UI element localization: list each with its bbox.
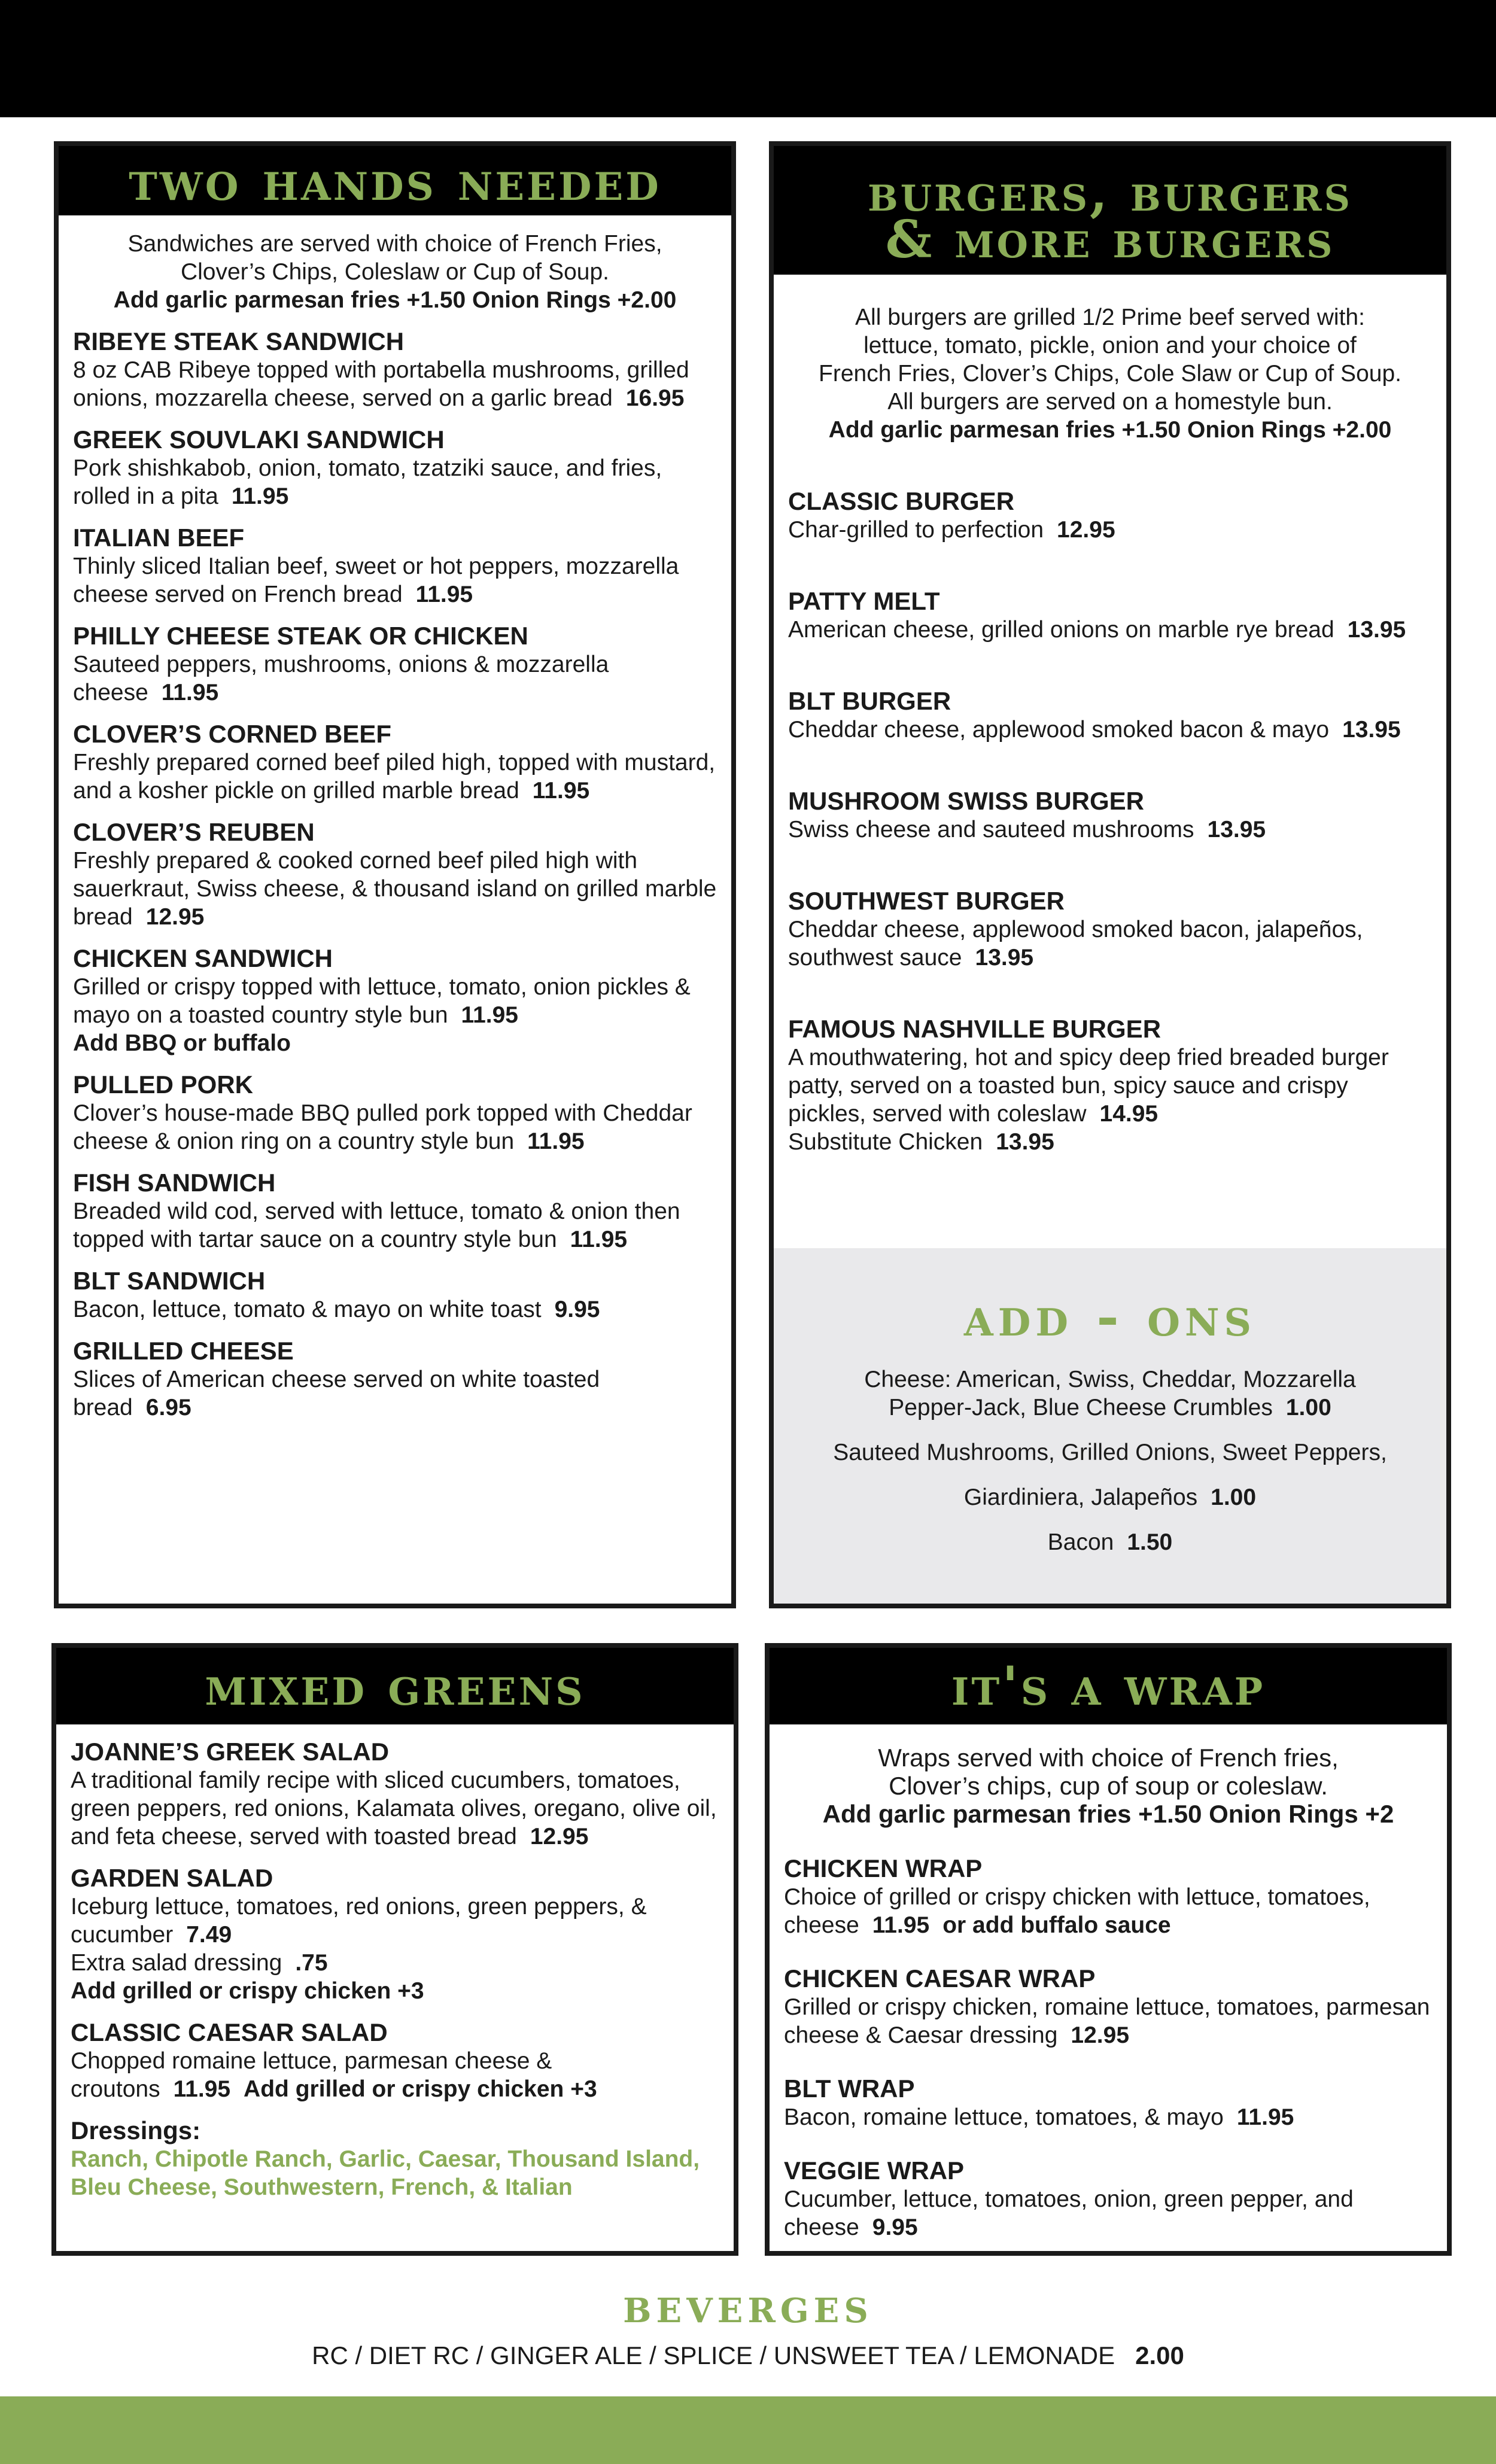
item-name: CLASSIC CAESAR SALAD (71, 2018, 388, 2046)
item-description-text: Pork shishkabob, onion, tomato, tzatziki sauce, and fries, rolled in a pita (73, 455, 662, 509)
item-description-text: A mouthwatering, hot and spicy deep fried breaded burger patty, served on a toasted bun, spicy sauce and crispy pickles, served with coleslaw (788, 1045, 1389, 1127)
item-description-text: Sauteed peppers, mushrooms, onions & mozzarella cheese (73, 652, 609, 705)
burgers-title-line-1: burgers, burgers (867, 163, 1352, 223)
item-substitute (788, 1128, 1432, 1156)
menu-item (784, 2074, 1433, 2131)
sandwiches-intro-line: Sandwiches are served with choice of French Fries, (127, 231, 662, 257)
item-dressing-text: Extra salad dressing (71, 1950, 282, 1976)
item-description-text: Bacon, lettuce, tomato & mayo on white toast (73, 1297, 542, 1322)
item-description-text: A traditional family recipe with sliced cucumbers, tomatoes, green peppers, red onions, Kalamata olives, oregano, olive oil, and feta cheese, served with toasted bread (71, 1768, 717, 1849)
item-extra: Add grilled or crispy chicken +3 (71, 1978, 424, 2004)
item-description-text: American cheese, grilled onions on marble rye bread (788, 617, 1334, 643)
addons-text: Bacon (1047, 1529, 1114, 1555)
item-description-text: Iceburg lettuce, tomatoes, red onions, green peppers, & cucumber (71, 1894, 647, 1948)
menu-item (71, 2018, 719, 2103)
item-description (73, 1197, 717, 1254)
beverages-list: RC / DIET RC / GINGER ALE / SPLICE / UNSWEET TEA / LEMONADE (312, 2341, 1115, 2369)
menu-item (73, 1267, 717, 1324)
item-description (73, 650, 717, 707)
menu-item (784, 2156, 1433, 2241)
item-price: 6.95 (145, 1395, 191, 1420)
item-description-text: Cucumber, lettuce, tomatoes, onion, green pepper, and cheese (784, 2186, 1354, 2240)
addons-line (774, 1528, 1446, 1556)
item-name: CHICKEN WRAP (784, 1854, 983, 1882)
item-price: 12.95 (1071, 2022, 1130, 2048)
item-price: 11.95 (872, 1912, 930, 1938)
item-dressing-price: .75 (295, 1950, 328, 1976)
item-price: 12.95 (530, 1824, 589, 1849)
item-description (784, 1993, 1433, 2049)
menu-item (73, 720, 717, 805)
item-description-text: Cheddar cheese, applewood smoked bacon & mayo (788, 717, 1330, 743)
menu-item (73, 622, 717, 707)
menu-item (788, 687, 1432, 744)
item-description (788, 516, 1432, 544)
sandwiches-list (73, 327, 717, 1422)
item-description (788, 915, 1432, 972)
item-name: PHILLY CHEESE STEAK OR CHICKEN (73, 622, 528, 650)
item-description-text: Cheddar cheese, applewood smoked bacon, jalapeños, southwest sauce (788, 917, 1363, 971)
item-price: 13.95 (1342, 717, 1401, 743)
item-price: 11.95 (415, 582, 473, 607)
burgers-panel (769, 141, 1451, 1608)
sandwiches-intro-addons: Add garlic parmesan fries +1.50 Onion Rings +2.00 (113, 287, 677, 313)
menu-item (788, 787, 1432, 844)
bottom-green-bar (0, 2396, 1496, 2464)
item-extra: Add grilled or crispy chicken +3 (244, 2076, 597, 2102)
item-name: VEGGIE WRAP (784, 2156, 965, 2185)
beverages-line (0, 2341, 1496, 2371)
menu-item (788, 887, 1432, 972)
item-description (73, 1099, 717, 1155)
addons-price: 1.00 (1211, 1485, 1257, 1510)
item-description (73, 552, 717, 609)
item-name: BLT WRAP (784, 2074, 915, 2103)
item-dressing (71, 1949, 719, 1977)
menu-item (73, 524, 717, 609)
item-description (784, 2185, 1433, 2241)
dressings-list: Ranch, Chipotle Ranch, Garlic, Caesar, Thousand Island, Bleu Cheese, Southwestern, French, & Italian (71, 2146, 700, 2200)
item-extra: or add buffalo sauce (942, 1912, 1171, 1938)
burgers-body (774, 303, 1446, 1156)
item-price: 11.95 (461, 1002, 518, 1028)
burgers-title (774, 146, 1446, 275)
item-description (71, 1766, 719, 1851)
menu-item (788, 1015, 1432, 1156)
item-price: 11.95 (1236, 2104, 1294, 2130)
menu-item (784, 1854, 1433, 1939)
item-name: GRILLED CHEESE (73, 1337, 294, 1365)
item-description-text: Chopped romaine lettuce, parmesan cheese & croutons (71, 2048, 552, 2102)
item-name: MUSHROOM SWISS BURGER (788, 787, 1145, 815)
item-description-text: Breaded wild cod, served with lettuce, tomato & onion then topped with tartar sauce on a country style bun (73, 1198, 680, 1252)
item-price: 7.49 (186, 1922, 232, 1948)
item-extra: Add BBQ or buffalo (73, 1030, 291, 1056)
item-name: CLOVER’S REUBEN (73, 818, 315, 846)
item-name: CHICKEN CAESAR WRAP (784, 1964, 1096, 1993)
item-description-text: 8 oz CAB Ribeye topped with portabella mushrooms, grilled onions, mozzarella cheese, served on a garlic bread (73, 357, 689, 411)
item-description (788, 616, 1432, 644)
item-description-text: Char-grilled to perfection (788, 517, 1044, 543)
menu-item (73, 1169, 717, 1254)
item-price: 11.95 (527, 1128, 585, 1154)
item-description (71, 2047, 719, 2103)
item-name: JOANNE’S GREEK SALAD (71, 1738, 390, 1766)
burgers-intro-line: lettuce, tomato, pickle, onion and your choice of (863, 333, 1357, 358)
menu-item (73, 1070, 717, 1155)
item-name: CLOVER’S CORNED BEEF (73, 720, 392, 748)
item-price: 13.95 (975, 945, 1034, 971)
burgers-intro (788, 303, 1432, 444)
dressings-title: Dressings: (71, 2116, 201, 2144)
wraps-body (770, 1744, 1447, 2241)
item-description-text: Clover’s house-made BBQ pulled pork topped with Cheddar cheese & onion ring on a country style bun (73, 1100, 692, 1154)
beverages-price: 2.00 (1135, 2341, 1184, 2369)
item-name: FAMOUS NASHVILLE BURGER (788, 1015, 1161, 1043)
wraps-title: it's a wrap (770, 1648, 1447, 1724)
item-substitute-price: 13.95 (996, 1129, 1054, 1155)
menu-item (788, 587, 1432, 644)
item-description (73, 973, 717, 1029)
item-description-text: Swiss cheese and sauteed mushrooms (788, 817, 1194, 842)
item-description (73, 1295, 717, 1324)
item-description (784, 2103, 1433, 2131)
sandwiches-body (59, 230, 731, 1422)
item-description-text: Freshly prepared corned beef piled high, topped with mustard, and a kosher pickle on grilled marble bread (73, 750, 716, 804)
item-name: CHICKEN SANDWICH (73, 944, 333, 972)
menu-item (73, 944, 717, 1057)
item-name: PULLED PORK (73, 1070, 254, 1099)
item-description (73, 356, 717, 412)
greens-title: mixed greens (56, 1648, 734, 1724)
menu-item (73, 1337, 717, 1422)
item-description (784, 1883, 1433, 1939)
item-price: 12.95 (1057, 517, 1115, 543)
burgers-title-line-2: & more burgers (885, 209, 1335, 270)
item-substitute-text: Substitute Chicken (788, 1129, 983, 1155)
item-description-text: Bacon, romaine lettuce, tomatoes, & mayo (784, 2104, 1224, 2130)
greens-panel (51, 1643, 738, 2256)
item-price: 13.95 (1207, 817, 1266, 842)
item-description-text: Thinly sliced Italian beef, sweet or hot peppers, mozzarella cheese served on French bread (73, 553, 679, 607)
addons-price: 1.00 (1285, 1395, 1331, 1420)
item-description (73, 847, 717, 931)
menu-item (71, 1738, 719, 1851)
item-price: 9.95 (554, 1297, 600, 1322)
greens-list (71, 1738, 719, 2103)
item-name: ITALIAN BEEF (73, 524, 245, 552)
wraps-intro-line: Wraps served with choice of French fries, (878, 1744, 1339, 1772)
burgers-intro-line: All burgers are served on a homestyle bun. (887, 389, 1333, 415)
item-description (788, 816, 1432, 844)
menu-item (73, 818, 717, 931)
addons-line (774, 1394, 1446, 1422)
beverages-title: beverges (623, 2277, 873, 2334)
addons-price: 1.50 (1127, 1529, 1173, 1555)
item-price: 16.95 (625, 385, 685, 411)
top-black-bar (0, 0, 1496, 117)
item-name: RIBEYE STEAK SANDWICH (73, 327, 405, 355)
addons-text: Giardiniera, Jalapeños (963, 1485, 1198, 1510)
wraps-intro (784, 1744, 1433, 1829)
item-name: SOUTHWEST BURGER (788, 887, 1065, 915)
item-name: BLT BURGER (788, 687, 951, 715)
wraps-panel (765, 1643, 1452, 2256)
addons-title: add - ons (963, 1285, 1257, 1349)
addons-line: Cheese: American, Swiss, Cheddar, Mozzarella (864, 1367, 1356, 1392)
menu-item (73, 425, 717, 510)
wraps-list (784, 1854, 1433, 2241)
item-description (73, 749, 717, 805)
sandwiches-intro-line: Clover’s Chips, Coleslaw or Cup of Soup. (180, 259, 610, 285)
menu-item (71, 1864, 719, 2005)
item-price: 13.95 (1347, 617, 1406, 643)
item-name: CLASSIC BURGER (788, 487, 1015, 515)
addons-line: Sauteed Mushrooms, Grilled Onions, Sweet Peppers, (833, 1440, 1387, 1465)
item-description (71, 1893, 719, 1949)
item-description-text: Freshly prepared & cooked corned beef piled high with sauerkraut, Swiss cheese, & thousand island on grilled marble bread (73, 848, 717, 930)
burgers-intro-line: All burgers are grilled 1/2 Prime beef served with: (855, 305, 1365, 330)
item-price: 11.95 (532, 778, 590, 804)
addons-line (774, 1483, 1446, 1511)
item-price: 9.95 (872, 2214, 918, 2240)
menu-item (73, 327, 717, 412)
item-description-text: Choice of grilled or crispy chicken with lettuce, tomatoes, cheese (784, 1884, 1370, 1938)
item-name: PATTY MELT (788, 587, 940, 615)
sandwiches-intro (73, 230, 717, 314)
item-price: 11.95 (161, 680, 219, 705)
item-name: GREEK SOUVLAKI SANDWICH (73, 425, 445, 454)
item-description (788, 716, 1432, 744)
wraps-intro-addons: Add garlic parmesan fries +1.50 Onion Rings +2 (822, 1800, 1394, 1828)
item-price: 12.95 (145, 904, 205, 930)
sandwiches-panel (54, 141, 736, 1608)
burgers-list (788, 487, 1432, 1156)
menu-item (784, 1964, 1433, 2049)
item-name: GARDEN SALAD (71, 1864, 273, 1892)
addons-section (774, 1248, 1446, 1608)
item-description (788, 1044, 1432, 1128)
item-name: BLT SANDWICH (73, 1267, 266, 1295)
addons-text: Pepper-Jack, Blue Cheese Crumbles (889, 1395, 1273, 1420)
item-price: 11.95 (173, 2076, 231, 2102)
item-description-text: Grilled or crispy topped with lettuce, tomato, onion pickles & mayo on a toasted country style bun (73, 974, 691, 1028)
sandwiches-title: two hands needed (59, 146, 731, 215)
item-description-text: Grilled or crispy chicken, romaine lettuce, tomatoes, parmesan cheese & Caesar dressing (784, 1994, 1430, 2048)
item-description (73, 454, 717, 510)
item-description-text: Slices of American cheese served on white toasted bread (73, 1367, 600, 1420)
item-description (73, 1365, 717, 1422)
greens-body (56, 1738, 734, 2201)
item-price: 11.95 (231, 483, 289, 509)
burgers-intro-addons: Add garlic parmesan fries +1.50 Onion Rings +2.00 (828, 417, 1392, 443)
burgers-intro-line: French Fries, Clover’s Chips, Cole Slaw or Cup of Soup. (819, 361, 1401, 387)
menu-item (788, 487, 1432, 544)
item-price: 11.95 (570, 1227, 628, 1252)
item-price: 14.95 (1099, 1101, 1159, 1127)
item-name: FISH SANDWICH (73, 1169, 276, 1197)
wraps-intro-line: Clover’s chips, cup of soup or coleslaw. (889, 1772, 1328, 1800)
